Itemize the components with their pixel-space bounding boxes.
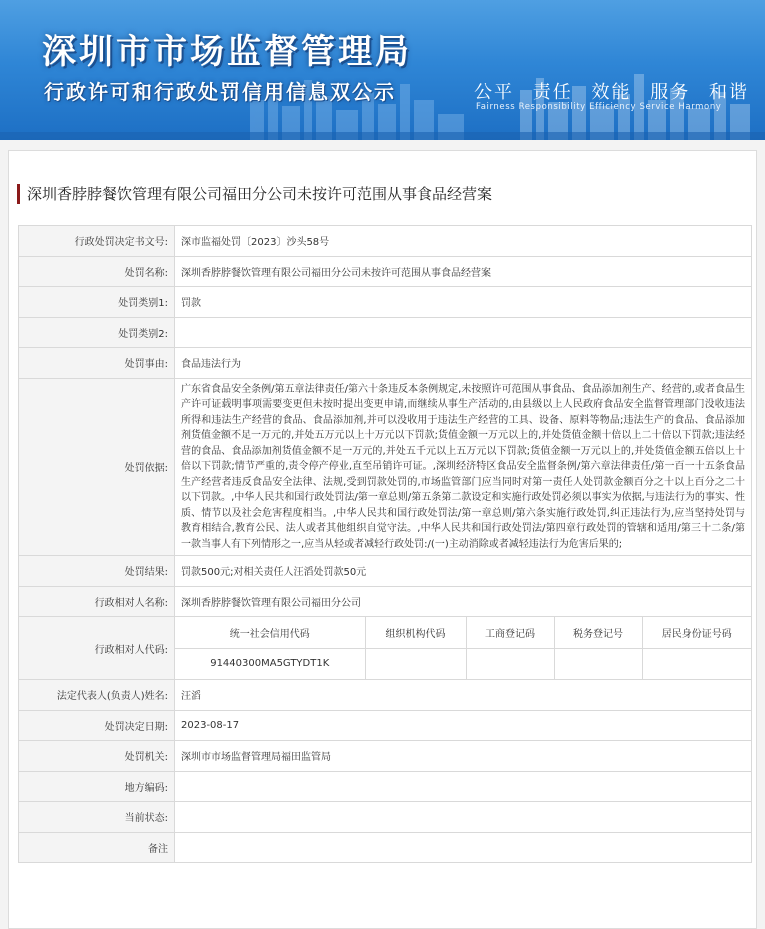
- table-row: [19, 226, 752, 257]
- table-row: [19, 287, 752, 318]
- code-header: 组织机构代码: [365, 617, 466, 648]
- case-info-table: [18, 225, 752, 863]
- table-row: [19, 802, 752, 833]
- banner-slogan: [474, 78, 760, 104]
- row-label: 行政相对人代码:: [19, 617, 175, 680]
- result-value: 罚款500元;对相关责任人汪滔处罚款50元: [175, 556, 752, 587]
- party-code-table: [175, 617, 751, 679]
- party-code-cell: [175, 617, 752, 680]
- table-row: [19, 771, 752, 802]
- code-value-row: [175, 648, 751, 679]
- case-title: 深圳香脖脖餐饮管理有限公司福田分公司未按许可范围从事食品经营案: [17, 184, 492, 204]
- status-value: [175, 802, 752, 833]
- row-label: 法定代表人(负责人)姓名:: [19, 680, 175, 711]
- party-name-value: 深圳香脖脖餐饮管理有限公司福田分公司: [175, 586, 752, 617]
- slogan-word: 服务: [650, 82, 691, 103]
- table-row: [19, 832, 752, 863]
- reason-value: 食品违法行为: [175, 348, 752, 379]
- table-row: [19, 556, 752, 587]
- row-label: 处罚决定日期:: [19, 710, 175, 741]
- row-label: 处罚类别1:: [19, 287, 175, 318]
- tax-reg-value: [554, 648, 642, 679]
- row-label: 处罚事由:: [19, 348, 175, 379]
- header-banner: [0, 0, 765, 140]
- code-header: 工商登记码: [466, 617, 554, 648]
- table-row: [19, 680, 752, 711]
- code-header: 统一社会信用代码: [175, 617, 365, 648]
- table-row: [19, 378, 752, 556]
- row-label: 处罚名称:: [19, 256, 175, 287]
- case-name-value: 深圳香脖脖餐饮管理有限公司福田分公司未按许可范围从事食品经营案: [175, 256, 752, 287]
- legal-rep-value: 汪滔: [175, 680, 752, 711]
- id-number-value: [642, 648, 751, 679]
- row-label: 地方编码:: [19, 771, 175, 802]
- area-code-value: [175, 771, 752, 802]
- remark-value: [175, 832, 752, 863]
- slogan-word: 效能: [591, 82, 632, 103]
- row-label: 行政相对人名称:: [19, 586, 175, 617]
- table-row: [19, 617, 752, 680]
- slogan-word: 和谐: [708, 82, 749, 103]
- row-label: 行政处罚决定书文号:: [19, 226, 175, 257]
- authority-value: 深圳市市场监督管理局福田监管局: [175, 741, 752, 772]
- row-label: 备注: [19, 832, 175, 863]
- row-label: 处罚机关:: [19, 741, 175, 772]
- business-reg-value: [466, 648, 554, 679]
- table-row: [19, 348, 752, 379]
- banner-subtitle: 行政许可和行政处罚信用信息双公示: [44, 80, 396, 104]
- table-row: [19, 256, 752, 287]
- content-panel: [8, 150, 757, 929]
- row-label: 处罚类别2:: [19, 317, 175, 348]
- row-label: 当前状态:: [19, 802, 175, 833]
- row-label: 处罚依据:: [19, 378, 175, 556]
- slogan-word: 责任: [532, 82, 573, 103]
- table-row: [19, 317, 752, 348]
- banner-slogan-english: Fairness Responsibility Efficiency Service Harmony: [476, 102, 722, 112]
- basis-value: 广东省食品安全条例/第五章法律责任/第六十条违反本条例规定,未按照许可范围从事食品、食品添加剂生产、经营的,或者食品生产许可证载明事项需要变更但未按时提出变更申请,而继续从事生产活动的,由县级以上人民政府食品安全监督管理部门没收违法所得和违法生产经营的食品、食品添加剂,并可以没收用于违法生产经营的工具、设备、原料等物品;违法生产的食品、食品添加剂货值金额不足一万元的,并处五万元以上十万元以下罚款;货值金额一万元以上的,并处货值金额十倍以上二十倍以下罚款;违法经营的食品、食品添加剂货值金额不足一万元的,并处五千元以上五万元以下罚款;货值金额一万元以上的,并处货值金额五倍以上十倍以下罚款;情节严重的,责令停产停业,直至吊销许可证。,深圳经济特区食品安全监督条例/第六章法律责任/第一百一十五条食品生产经营者违反食品安全法律、法规,受到罚款处罚的,市场监管部门应当同时对第一责任人处罚款金额百分之十以上百分之二十以下罚款。,中华人民共和国行政处罚法/第一章总则/第五条第二款设定和实施行政处罚必须以事实为依据,与违法行为的事实、性质、情节以及社会危害程度相当。,中华人民共和国行政处罚法/第一章总则/第六条实施行政处罚,纠正违法行为,应当坚持处罚与教育相结合,教育公民、法人或者其他组织自觉守法。,中华人民共和国行政处罚法/第四章行政处罚的管辖和适用/第三十二条/第一款当事人有下列情形之一,应当从轻或者减轻行政处罚:/(一)主动消除或者减轻违法行为危害后果的;: [175, 378, 752, 556]
- code-header: 居民身份证号码: [642, 617, 751, 648]
- org-code-value: [365, 648, 466, 679]
- category2-value: [175, 317, 752, 348]
- table-row: [19, 586, 752, 617]
- banner-title: 深圳市市场监督管理局: [42, 32, 412, 72]
- row-label: 处罚结果:: [19, 556, 175, 587]
- credit-code-value: 91440300MA5GTYDT1K: [175, 648, 365, 679]
- code-header-row: [175, 617, 751, 648]
- table-row: [19, 710, 752, 741]
- code-header: 税务登记号: [554, 617, 642, 648]
- table-row: [19, 741, 752, 772]
- category1-value: 罚款: [175, 287, 752, 318]
- slogan-word: 公平: [474, 82, 514, 103]
- decision-date-value: 2023-08-17: [175, 710, 752, 741]
- doc-number-value: 深市监福处罚〔2023〕沙头58号: [175, 226, 752, 257]
